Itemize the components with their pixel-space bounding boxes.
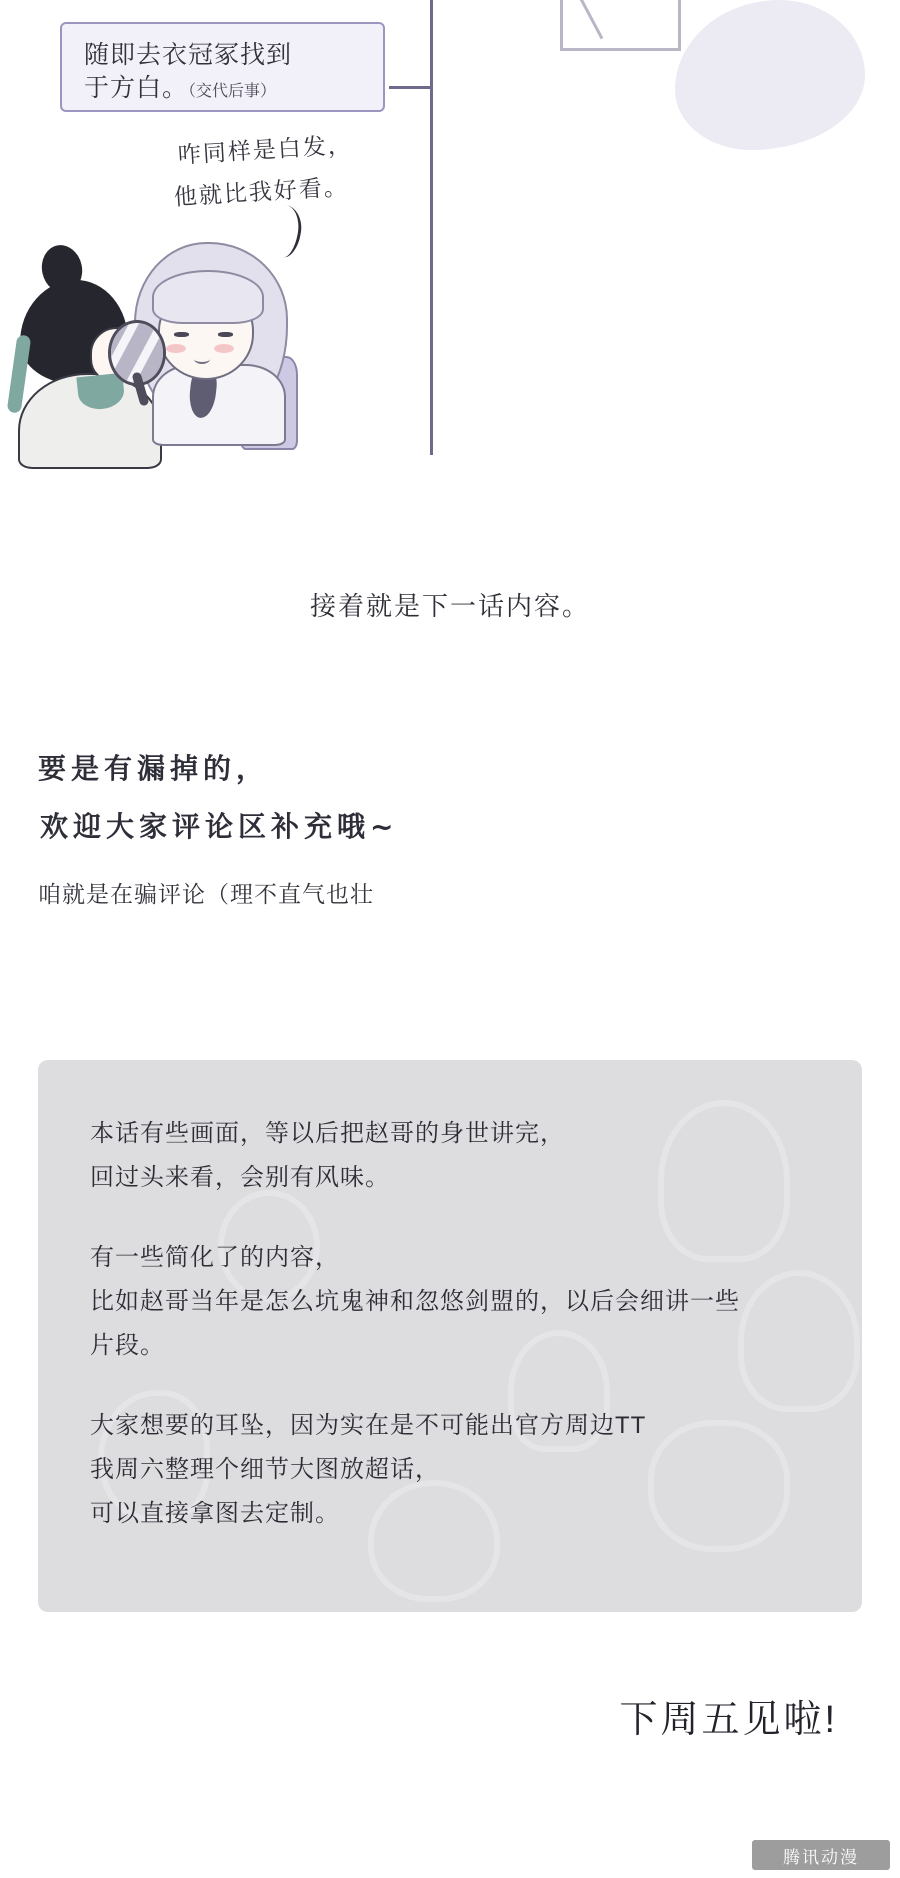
author-note-p3-l1: 大家想要的耳坠，因为实在是不可能出官方周边TT (90, 1412, 647, 1439)
speech-bubble-line-1: 随即去衣冠冢找到 (84, 41, 293, 69)
author-note-p1-l2: 回过头来看，会别有风味。 (90, 1164, 390, 1191)
white-character-eye-left (174, 332, 189, 337)
white-character-blush-left (166, 344, 186, 353)
center-caption: 接着就是下一话内容。 (309, 591, 590, 621)
white-character-mouth (194, 354, 210, 364)
handwritten-thought (173, 132, 438, 219)
author-note-content (38, 1060, 862, 1536)
panel-divider-horizontal (389, 86, 433, 89)
watermark-logo: 腾讯动漫 (752, 1840, 890, 1870)
speech-bubble (60, 22, 385, 112)
handwritten-thought-line-1: 咋同样是白发， (177, 132, 354, 169)
handwritten-thought-line-2: 他就比我好看。 (173, 174, 350, 211)
handwritten-message-line-2: 欢迎大家评论区补充哦~ (40, 810, 399, 843)
speech-bubble-note: （交代后事） (188, 83, 277, 100)
speech-bubble-line-2 (84, 72, 365, 108)
author-note-p2-l2: 比如赵哥当年是怎么坑鬼神和忽悠剑盟的，以后会细讲一些 (90, 1288, 740, 1315)
author-note-p3-l2: 我周六整理个细节大图放超话， (90, 1456, 440, 1483)
white-character-eye-right (218, 332, 233, 337)
handwritten-message-block (38, 740, 738, 909)
handwritten-message-line-3: 咱就是在骗评论（理不直气也壮 (38, 881, 374, 907)
closing-message: 下周五见啦! (619, 1699, 838, 1741)
speech-bubble-line-2-text: 于方白。 (84, 74, 189, 102)
author-note-p2-l1: 有一些简化了的内容， (90, 1244, 340, 1271)
white-character-blush-right (214, 344, 234, 353)
panel-divider-vertical (430, 0, 433, 455)
author-note-p2-l3: 片段。 (90, 1332, 165, 1359)
author-note-p1-l1: 本话有些画面，等以后把赵哥的身世讲完， (90, 1120, 565, 1147)
white-character-bangs (152, 270, 264, 324)
handwritten-message-line-1: 要是有漏掉的， (38, 752, 270, 785)
author-note-card (38, 1060, 862, 1612)
comic-panel-top (0, 0, 900, 560)
author-note-p3-l3: 可以直接拿图去定制。 (90, 1500, 340, 1527)
